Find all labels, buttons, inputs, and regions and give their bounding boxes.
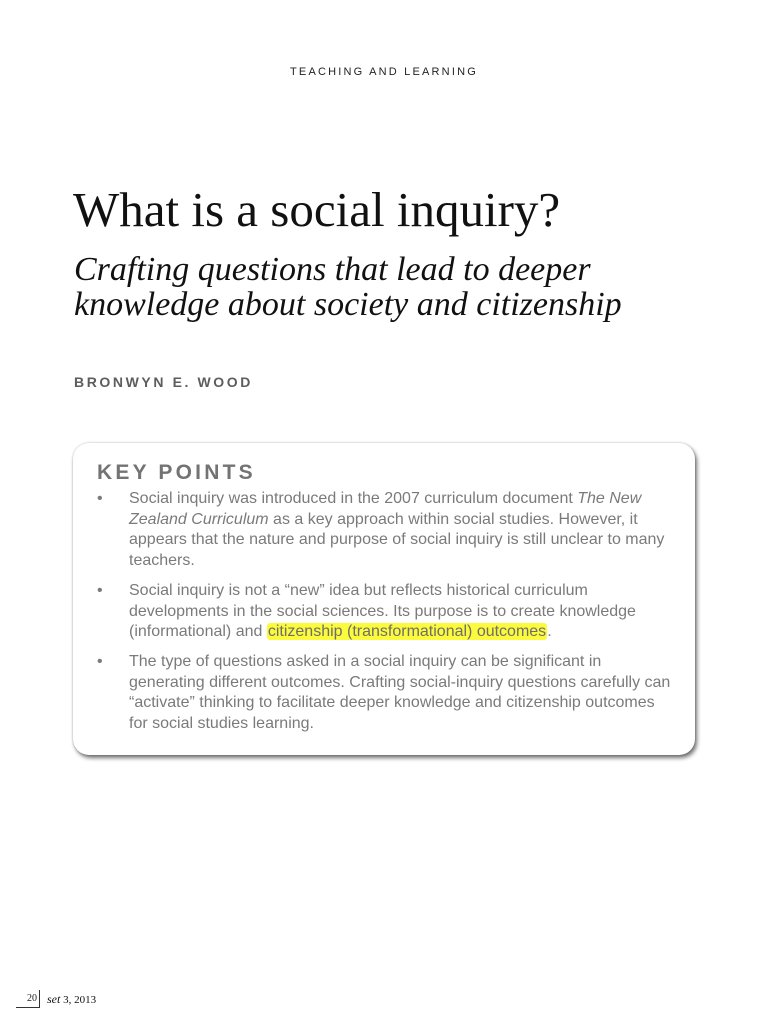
subtitle-line-1: Crafting questions that lead to deeper: [74, 251, 591, 288]
key-points-list: [97, 489, 671, 735]
journal-name: set: [47, 992, 61, 1006]
key-points-heading: KEY POINTS: [97, 461, 256, 484]
key-point-item: [97, 489, 671, 572]
page-footer: [16, 990, 216, 1010]
article-title: What is a social inquiry?: [73, 182, 561, 237]
key-point-text: .: [547, 623, 552, 641]
key-point-item: [97, 581, 671, 643]
key-point-text: Social inquiry was introduced in the 2007 curriculum document: [129, 490, 578, 507]
subtitle-line-2: knowledge about society and citizenship: [74, 286, 622, 323]
bullet-icon: •: [97, 581, 103, 599]
bullet-icon: •: [97, 652, 103, 670]
section-header: TEACHING AND LEARNING: [289, 66, 478, 78]
page-number: 20: [16, 990, 40, 1008]
bullet-icon: •: [97, 490, 103, 507]
key-point-item: [97, 652, 671, 735]
journal-citation: [47, 992, 96, 1007]
highlighted-text[interactable]: citizenship (transformational) outcomes: [267, 623, 547, 641]
key-point-text: as a key approach within social studies. However, it appears that the nature and purpose of social inquiry is still unclear to many teachers.: [129, 510, 665, 570]
key-points-box: [73, 443, 695, 755]
author-byline: BRONWYN E. WOOD: [74, 374, 253, 390]
journal-issue: 3, 2013: [60, 994, 97, 1006]
key-point-text: Social inquiry is not a “new” idea but reflects historical curriculum developments in the social sciences. Its purpose is to create knowledge (informational) and: [129, 581, 636, 641]
article-subtitle: [74, 252, 714, 322]
curriculum-title: The New Zealand Curriculum: [129, 490, 642, 528]
key-point-text: The type of questions asked in a social inquiry can be significant in generating different outcomes. Crafting social-inquiry questions carefully can “activate” thinking to facilitate deeper knowledge and citizenship outcomes for social studies learning.: [129, 652, 671, 733]
